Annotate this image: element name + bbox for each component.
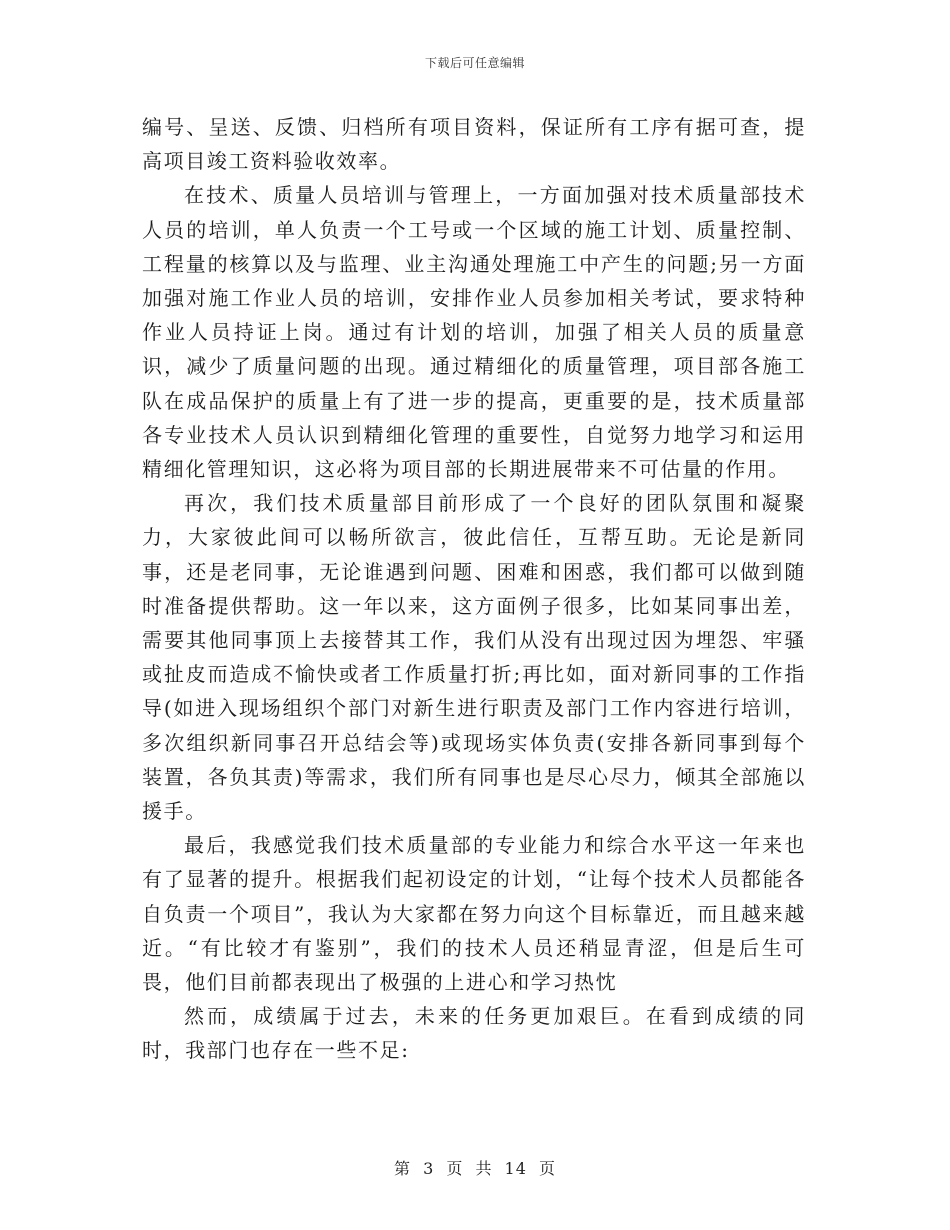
paragraph-2: 在技术、质量人员培训与管理上，一方面加强对技术质量部技术人员的培训，单人负责一个工号或一个区域的施工计划、质量控制、工程量的核算以及与监理、业主沟通处理施工中产生的问题;另一方面加强对施工作业人员的培训，安排作业人员参加相关考试，要求特种作业人员持证上岗。通过有计划的培训，加强了相关人员的质量意识，减少了质量问题的出现。通过精细化的质量管理，项目部各施工队在成品保护的质量上有了进一步的提高，更重要的是，技术质量部各专业技术人员认识到精细化管理的重要性，自觉努力地学习和运用精细化管理知识，这必将为项目部的长期进展带来不可估量的作用。: [142, 183, 806, 482]
paragraph-1: 编号、呈送、反馈、归档所有项目资料，保证所有工序有据可查，提高项目竣工资料验收效率。: [142, 115, 806, 174]
document-body: [142, 110, 806, 1068]
paragraph-4: 最后，我感觉我们技术质量部的专业能力和综合水平这一年来也有了显著的提升。根据我们起初设定的计划，“让每个技术人员都能各自负责一个项目”，我认为大家都在努力向这个目标靠近，而且越来越近。“有比较才有鉴别”，我们的技术人员还稍显青涩，但是后生可畏，他们目前都表现出了极强的上进心和学习热忱: [142, 833, 806, 995]
paragraph-5: 然而，成绩属于过去，未来的任务更加艰巨。在看到成绩的同时，我部门也存在一些不足:: [142, 1004, 806, 1063]
page-number-footer: 第 3 页 共 14 页: [394, 1159, 556, 1178]
page-header: 下载后可任意编辑: [424, 56, 525, 70]
paragraph-3: 再次，我们技术质量部目前形成了一个良好的团队氛围和凝聚力，大家彼此间可以畅所欲言，彼此信任，互帮互助。无论是新同事，还是老同事，无论谁遇到问题、困难和困惑，我们都可以做到随时准备提供帮助。这一年以来，这方面例子很多，比如某同事出差，需要其他同事顶上去接替其工作，我们从没有出现过因为埋怨、牢骚或扯皮而造成不愉快或者工作质量打折;再比如，面对新同事的工作指导(如进入现场组织个部门对新生进行职责及部门工作内容进行培训，多次组织新同事召开总结会等)或现场实体负责(安排各新同事到每个装置，各负其责)等需求，我们所有同事也是尽心尽力，倾其全部施以援手。: [142, 491, 806, 824]
